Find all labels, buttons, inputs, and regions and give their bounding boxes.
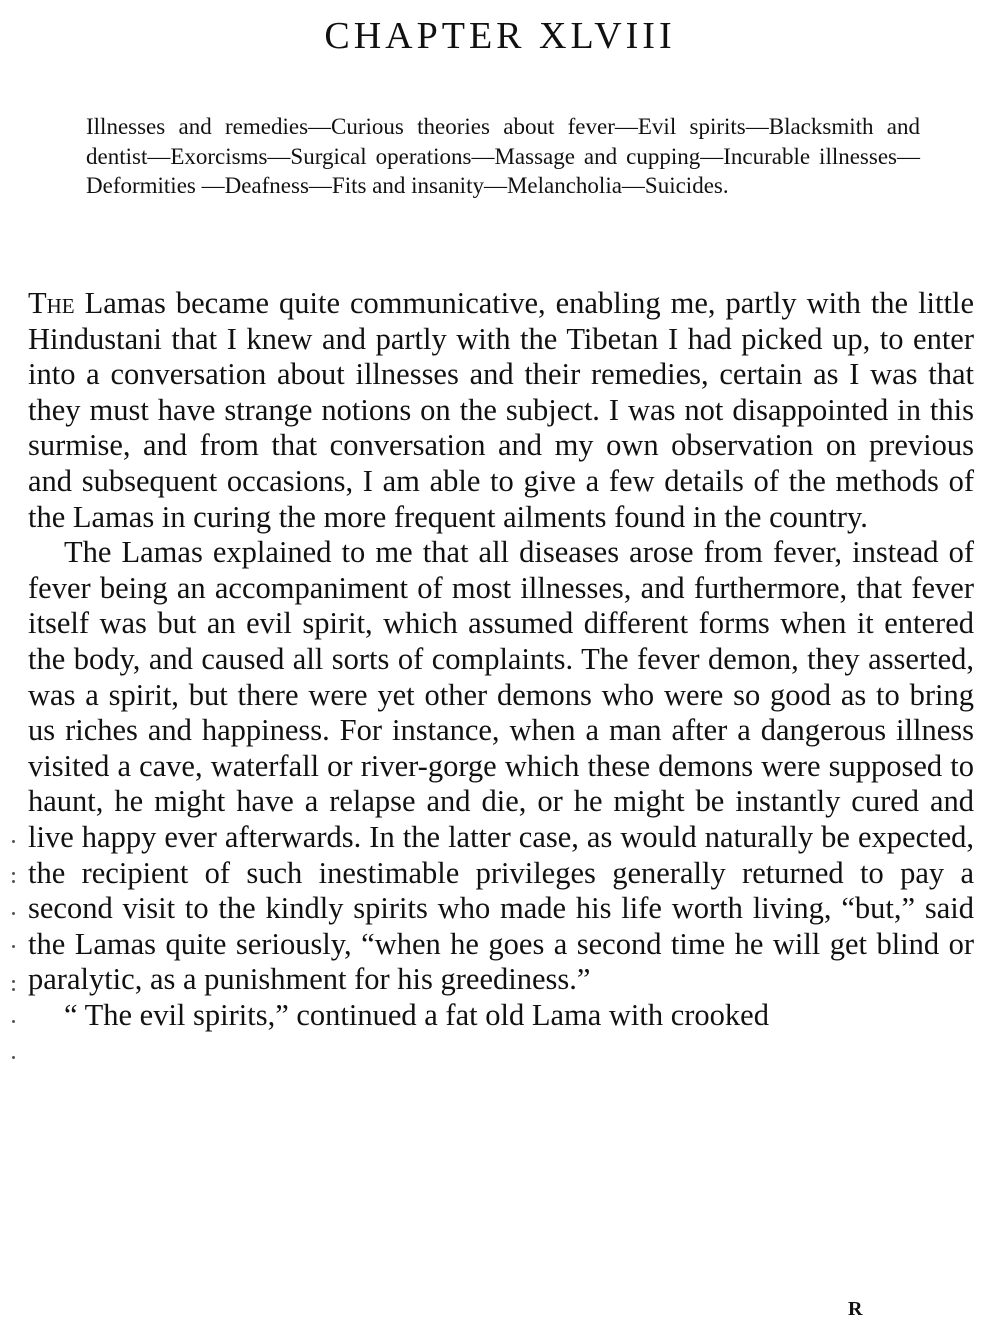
chapter-body [28,286,974,1033]
chapter-title: CHAPTER XLVIII [324,15,676,57]
paragraph-lead-word: The [28,286,75,320]
paragraph-2: The Lamas explained to me that all diseases arose from fever, instead of fever being an accompaniment of most illnesses, and furthermore, that fever itself was but an evil spirit, which assumed different forms when it entered the body, and caused all sorts of complaints. The fever demon, they asserted, was a spirit, but there were yet other demons who were so good as to bring us riches and happiness. For instance, when a man after a dangerous illness visited a cave, waterfall or river-gorge which these demons were supposed to haunt, he might have a relapse and die, or he might be instantly cured and live happy ever afterwards. In the latter case, as would naturally be expected, the recipient of such inestimable privileges generally returned to pay a second visit to the kindly spirits who made his life worth living, “but,” said the Lamas quite seriously, “when he goes a second time he will get blind or paralytic, as a punishment for his greediness.” [28,535,974,997]
margin-marks [4,820,24,1070]
paragraph-1 [28,286,974,535]
signature-mark: R [848,1298,863,1320]
chapter-synopsis: Illnesses and remedies—Curious theories about fever—Evil spirits—Blacksmith and dentist—Exorcisms—Surgical operations—Massage and cupping—Incurable illnesses—Deformities —Deafness—Fits and insanity—Melancholia—Suicides. [86,114,920,198]
paragraph-1-text: Lamas became quite communicative, enabling me, partly with the little Hindustani that I knew and partly with the Tibetan I had picked up, to enter into a conversation about illnesses and their remedies, certain as I was that they must have strange notions on the subject. I was not disappointed in this surmise, and from that conversation and my own observation on previous and subsequent occasions, I am able to give a few details of the methods of the Lamas in curing the more frequent ailments found in the country. [28,286,974,534]
paragraph-3: “ The evil spirits,” continued a fat old Lama with crooked [64,997,769,1032]
